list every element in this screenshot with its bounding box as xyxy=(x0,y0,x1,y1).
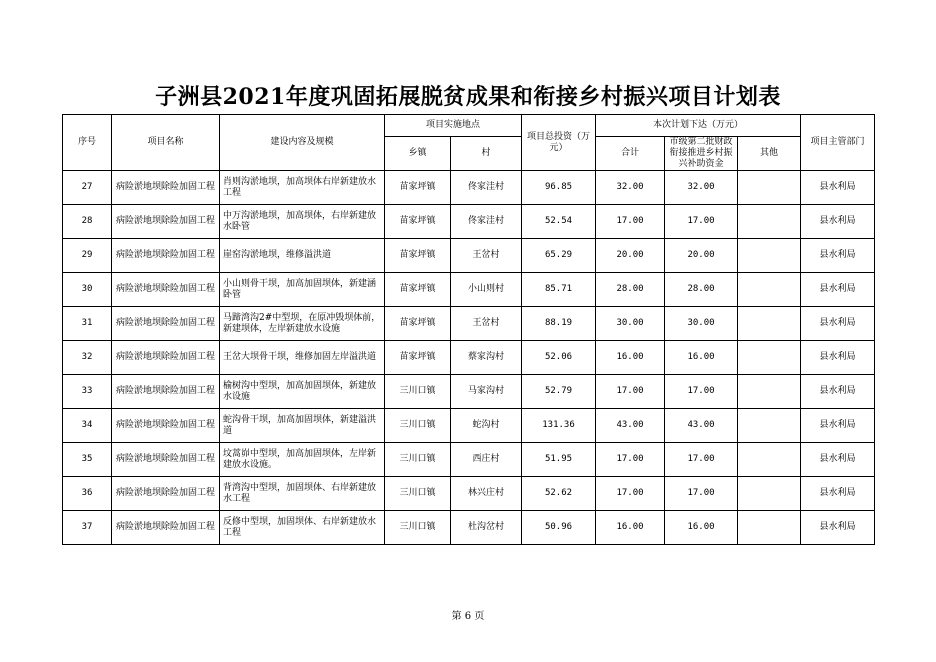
header-project-name: 项目名称 xyxy=(112,115,220,171)
cell-dept: 县水利局 xyxy=(801,341,875,375)
cell-other xyxy=(738,375,801,409)
cell-other xyxy=(738,239,801,273)
cell-seq: 32 xyxy=(63,341,112,375)
header-town: 乡镇 xyxy=(385,137,451,171)
cell-content: 坟蒿峁中型坝，加高加固坝体，左岸新建放水设施。 xyxy=(220,443,385,477)
header-seq: 序号 xyxy=(63,115,112,171)
cell-town: 苗家坪镇 xyxy=(385,205,451,239)
cell-city-fund: 16.00 xyxy=(665,341,738,375)
cell-dept: 县水利局 xyxy=(801,307,875,341)
cell-subtotal: 17.00 xyxy=(596,477,665,511)
cell-dept: 县水利局 xyxy=(801,171,875,205)
cell-project-name: 病险淤地坝除险加固工程 xyxy=(112,273,220,307)
table-row xyxy=(63,341,875,375)
cell-content: 肖则沟淤地坝，加高坝体右岸新建放水工程 xyxy=(220,171,385,205)
cell-village: 王岔村 xyxy=(451,239,522,273)
table-row xyxy=(63,171,875,205)
cell-city-fund: 17.00 xyxy=(665,477,738,511)
cell-seq: 28 xyxy=(63,205,112,239)
cell-subtotal: 16.00 xyxy=(596,341,665,375)
project-plan-table xyxy=(62,114,875,545)
cell-seq: 36 xyxy=(63,477,112,511)
cell-town: 三川口镇 xyxy=(385,511,451,545)
cell-content: 马蹄湾沟2#中型坝，在原冲毁坝体前，新建坝体，左岸新建放水设施 xyxy=(220,307,385,341)
cell-project-name: 病险淤地坝除险加固工程 xyxy=(112,375,220,409)
cell-town: 苗家坪镇 xyxy=(385,239,451,273)
cell-investment: 65.29 xyxy=(522,239,596,273)
cell-city-fund: 43.00 xyxy=(665,409,738,443)
cell-project-name: 病险淤地坝除险加固工程 xyxy=(112,443,220,477)
cell-content: 榆树沟中型坝，加高加固坝体，新建放水设施 xyxy=(220,375,385,409)
cell-investment: 88.19 xyxy=(522,307,596,341)
cell-village: 杜沟岔村 xyxy=(451,511,522,545)
cell-dept: 县水利局 xyxy=(801,239,875,273)
cell-city-fund: 32.00 xyxy=(665,171,738,205)
cell-investment: 52.79 xyxy=(522,375,596,409)
table-row xyxy=(63,205,875,239)
table-row xyxy=(63,375,875,409)
header-subtotal: 合计 xyxy=(596,137,665,171)
cell-subtotal: 32.00 xyxy=(596,171,665,205)
cell-investment: 52.54 xyxy=(522,205,596,239)
cell-subtotal: 17.00 xyxy=(596,205,665,239)
cell-other xyxy=(738,205,801,239)
cell-subtotal: 17.00 xyxy=(596,443,665,477)
cell-city-fund: 28.00 xyxy=(665,273,738,307)
cell-seq: 27 xyxy=(63,171,112,205)
cell-other xyxy=(738,511,801,545)
cell-seq: 37 xyxy=(63,511,112,545)
cell-seq: 35 xyxy=(63,443,112,477)
cell-content: 小山则骨干坝，加高加固坝体，新建涵卧管 xyxy=(220,273,385,307)
cell-investment: 131.36 xyxy=(522,409,596,443)
cell-seq: 30 xyxy=(63,273,112,307)
cell-content: 王岔大坝骨干坝，维修加固左岸溢洪道 xyxy=(220,341,385,375)
cell-dept: 县水利局 xyxy=(801,443,875,477)
cell-project-name: 病险淤地坝除险加固工程 xyxy=(112,239,220,273)
table-row xyxy=(63,477,875,511)
cell-subtotal: 30.00 xyxy=(596,307,665,341)
cell-seq: 33 xyxy=(63,375,112,409)
table-row xyxy=(63,273,875,307)
cell-investment: 51.95 xyxy=(522,443,596,477)
cell-other xyxy=(738,409,801,443)
cell-investment: 50.96 xyxy=(522,511,596,545)
cell-village: 小山则村 xyxy=(451,273,522,307)
cell-dept: 县水利局 xyxy=(801,511,875,545)
cell-other xyxy=(738,477,801,511)
cell-subtotal: 43.00 xyxy=(596,409,665,443)
cell-project-name: 病险淤地坝除险加固工程 xyxy=(112,341,220,375)
header-content: 建设内容及规模 xyxy=(220,115,385,171)
cell-city-fund: 17.00 xyxy=(665,205,738,239)
cell-seq: 34 xyxy=(63,409,112,443)
cell-content: 背湾沟中型坝，加固坝体、右岸新建放水工程 xyxy=(220,477,385,511)
cell-project-name: 病险淤地坝除险加固工程 xyxy=(112,511,220,545)
cell-other xyxy=(738,171,801,205)
cell-city-fund: 16.00 xyxy=(665,511,738,545)
cell-town: 三川口镇 xyxy=(385,375,451,409)
cell-content: 蛇沟骨干坝，加高加固坝体，新建溢洪道 xyxy=(220,409,385,443)
cell-project-name: 病险淤地坝除险加固工程 xyxy=(112,409,220,443)
cell-other xyxy=(738,341,801,375)
cell-project-name: 病险淤地坝除险加固工程 xyxy=(112,171,220,205)
cell-seq: 29 xyxy=(63,239,112,273)
cell-town: 苗家坪镇 xyxy=(385,273,451,307)
cell-village: 蔡家沟村 xyxy=(451,341,522,375)
header-dept: 项目主管部门 xyxy=(801,115,875,171)
cell-town: 苗家坪镇 xyxy=(385,307,451,341)
cell-subtotal: 16.00 xyxy=(596,511,665,545)
cell-dept: 县水利局 xyxy=(801,477,875,511)
cell-seq: 31 xyxy=(63,307,112,341)
cell-content: 反修中型坝，加固坝体、右岸新建放水工程 xyxy=(220,511,385,545)
cell-investment: 96.85 xyxy=(522,171,596,205)
cell-project-name: 病险淤地坝除险加固工程 xyxy=(112,205,220,239)
header-allocation: 本次计划下达（万元） xyxy=(596,115,801,137)
page-number: 第 6 页 xyxy=(451,611,485,622)
cell-village: 马家沟村 xyxy=(451,375,522,409)
header-other: 其他 xyxy=(738,137,801,171)
cell-village: 佟家洼村 xyxy=(451,171,522,205)
cell-town: 三川口镇 xyxy=(385,443,451,477)
cell-dept: 县水利局 xyxy=(801,375,875,409)
cell-village: 佟家洼村 xyxy=(451,205,522,239)
cell-city-fund: 17.00 xyxy=(665,375,738,409)
cell-other xyxy=(738,307,801,341)
cell-town: 三川口镇 xyxy=(385,477,451,511)
table-row xyxy=(63,443,875,477)
cell-village: 林兴庄村 xyxy=(451,477,522,511)
cell-dept: 县水利局 xyxy=(801,273,875,307)
cell-project-name: 病险淤地坝除险加固工程 xyxy=(112,307,220,341)
cell-village: 王岔村 xyxy=(451,307,522,341)
cell-town: 苗家坪镇 xyxy=(385,341,451,375)
header-village: 村 xyxy=(451,137,522,171)
cell-subtotal: 28.00 xyxy=(596,273,665,307)
header-total-investment: 项目总投资（万元） xyxy=(522,115,596,171)
cell-town: 三川口镇 xyxy=(385,409,451,443)
cell-town: 苗家坪镇 xyxy=(385,171,451,205)
table-row xyxy=(63,511,875,545)
cell-subtotal: 17.00 xyxy=(596,375,665,409)
cell-project-name: 病险淤地坝除险加固工程 xyxy=(112,477,220,511)
header-location: 项目实施地点 xyxy=(385,115,522,137)
cell-content: 崖窑沟淤地坝，维修溢洪道 xyxy=(220,239,385,273)
cell-city-fund: 17.00 xyxy=(665,443,738,477)
cell-content: 中万沟淤地坝，加高坝体，右岸新建放水卧管 xyxy=(220,205,385,239)
cell-other xyxy=(738,273,801,307)
cell-dept: 县水利局 xyxy=(801,409,875,443)
header-city-fund: 市级第二批财政衔接推进乡村振兴补助资金 xyxy=(665,137,738,171)
cell-village: 蛇沟村 xyxy=(451,409,522,443)
table-row xyxy=(63,307,875,341)
cell-city-fund: 30.00 xyxy=(665,307,738,341)
table-body xyxy=(63,171,875,545)
cell-dept: 县水利局 xyxy=(801,205,875,239)
cell-city-fund: 20.00 xyxy=(665,239,738,273)
cell-village: 西庄村 xyxy=(451,443,522,477)
cell-other xyxy=(738,443,801,477)
table-row xyxy=(63,409,875,443)
page-title: 子洲县2021年度巩固拓展脱贫成果和衔接乡村振兴项目计划表 xyxy=(155,84,781,110)
cell-investment: 52.06 xyxy=(522,341,596,375)
table-row xyxy=(63,239,875,273)
cell-investment: 85.71 xyxy=(522,273,596,307)
cell-investment: 52.62 xyxy=(522,477,596,511)
cell-subtotal: 20.00 xyxy=(596,239,665,273)
